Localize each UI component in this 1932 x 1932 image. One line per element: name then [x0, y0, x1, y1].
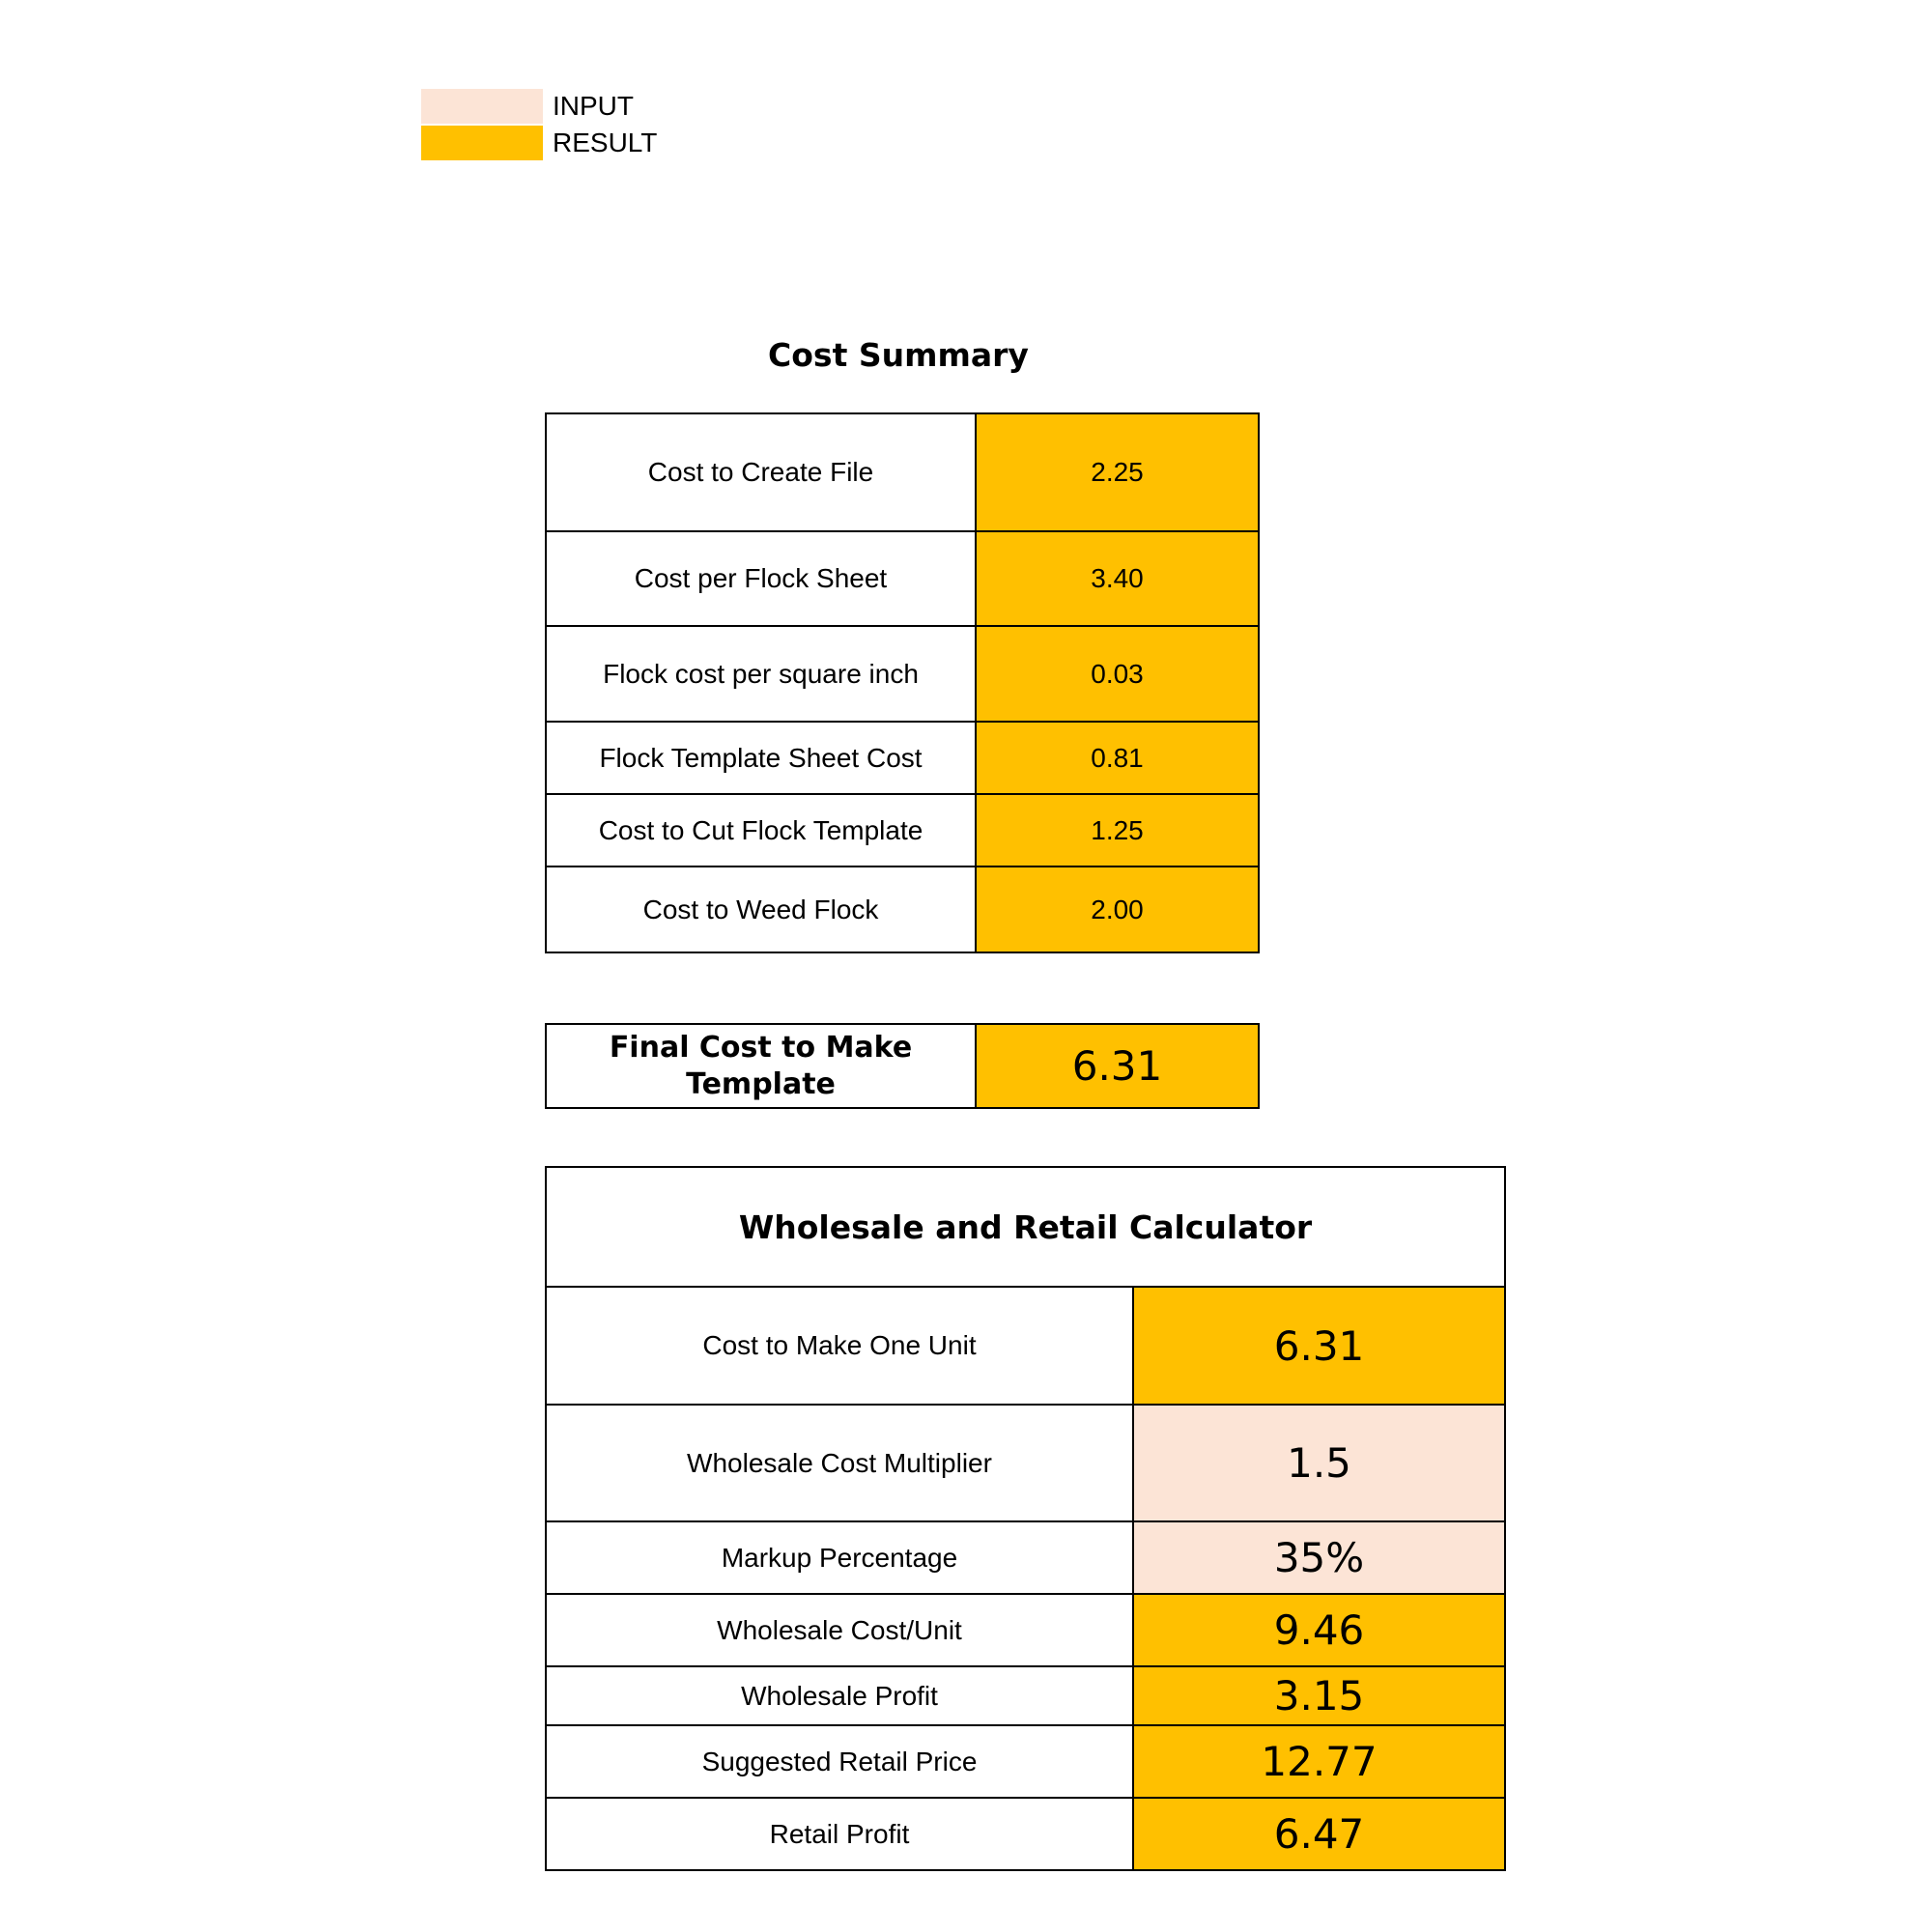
cost-summary-value[interactable]: 2.00	[976, 867, 1259, 952]
calculator-row	[546, 1405, 1505, 1521]
calculator-row	[546, 1725, 1505, 1798]
cost-summary-label: Flock cost per square inch	[546, 626, 976, 722]
calculator-header-row	[546, 1167, 1505, 1287]
cost-summary-row	[546, 413, 1259, 531]
cost-summary-label: Cost per Flock Sheet	[546, 531, 976, 626]
cost-summary-value[interactable]: 0.81	[976, 722, 1259, 794]
calculator-row	[546, 1521, 1505, 1594]
calculator-value[interactable]: 3.15	[1133, 1666, 1505, 1725]
cost-summary-row	[546, 722, 1259, 794]
calculator-value[interactable]: 12.77	[1133, 1725, 1505, 1798]
cost-summary-label: Cost to Weed Flock	[546, 867, 976, 952]
cost-summary-label: Cost to Cut Flock Template	[546, 794, 976, 867]
final-cost-row	[546, 1024, 1259, 1108]
cost-summary-table	[545, 412, 1260, 953]
cost-summary-row	[546, 531, 1259, 626]
cost-summary-value[interactable]: 1.25	[976, 794, 1259, 867]
cost-summary-label: Cost to Create File	[546, 413, 976, 531]
calculator-row	[546, 1666, 1505, 1725]
calculator-value[interactable]: 6.31	[1133, 1287, 1505, 1405]
calculator-row	[546, 1594, 1505, 1666]
calculator-input-value[interactable]: 35%	[1133, 1521, 1505, 1594]
cost-summary-row	[546, 626, 1259, 722]
cost-summary-row	[546, 794, 1259, 867]
calculator-table	[545, 1166, 1506, 1871]
final-cost-value[interactable]: 6.31	[976, 1024, 1259, 1108]
calculator-label: Wholesale Cost Multiplier	[546, 1405, 1133, 1521]
calculator-label: Cost to Make One Unit	[546, 1287, 1133, 1405]
cost-summary-row	[546, 867, 1259, 952]
legend-result-swatch	[421, 126, 543, 160]
cost-summary-value[interactable]: 3.40	[976, 531, 1259, 626]
cost-summary-value[interactable]: 0.03	[976, 626, 1259, 722]
calculator-label: Retail Profit	[546, 1798, 1133, 1870]
calculator-row	[546, 1798, 1505, 1870]
final-cost-table	[545, 1023, 1260, 1109]
calculator-label: Wholesale Profit	[546, 1666, 1133, 1725]
final-cost-label: Final Cost to Make Template	[546, 1024, 976, 1108]
cost-summary-title: Cost Summary	[768, 336, 1029, 374]
calculator-input-value[interactable]: 1.5	[1133, 1405, 1505, 1521]
calculator-label: Markup Percentage	[546, 1521, 1133, 1594]
calculator-value[interactable]: 9.46	[1133, 1594, 1505, 1666]
legend-input-label: INPUT	[553, 91, 634, 121]
calculator-label: Suggested Retail Price	[546, 1725, 1133, 1798]
calculator-label: Wholesale Cost/Unit	[546, 1594, 1133, 1666]
cost-summary-label: Flock Template Sheet Cost	[546, 722, 976, 794]
legend-result-label: RESULT	[553, 128, 658, 157]
cost-summary-value[interactable]: 2.25	[976, 413, 1259, 531]
calculator-row	[546, 1287, 1505, 1405]
calculator-title: Wholesale and Retail Calculator	[546, 1167, 1505, 1287]
legend-input-swatch	[421, 89, 543, 124]
calculator-value[interactable]: 6.47	[1133, 1798, 1505, 1870]
